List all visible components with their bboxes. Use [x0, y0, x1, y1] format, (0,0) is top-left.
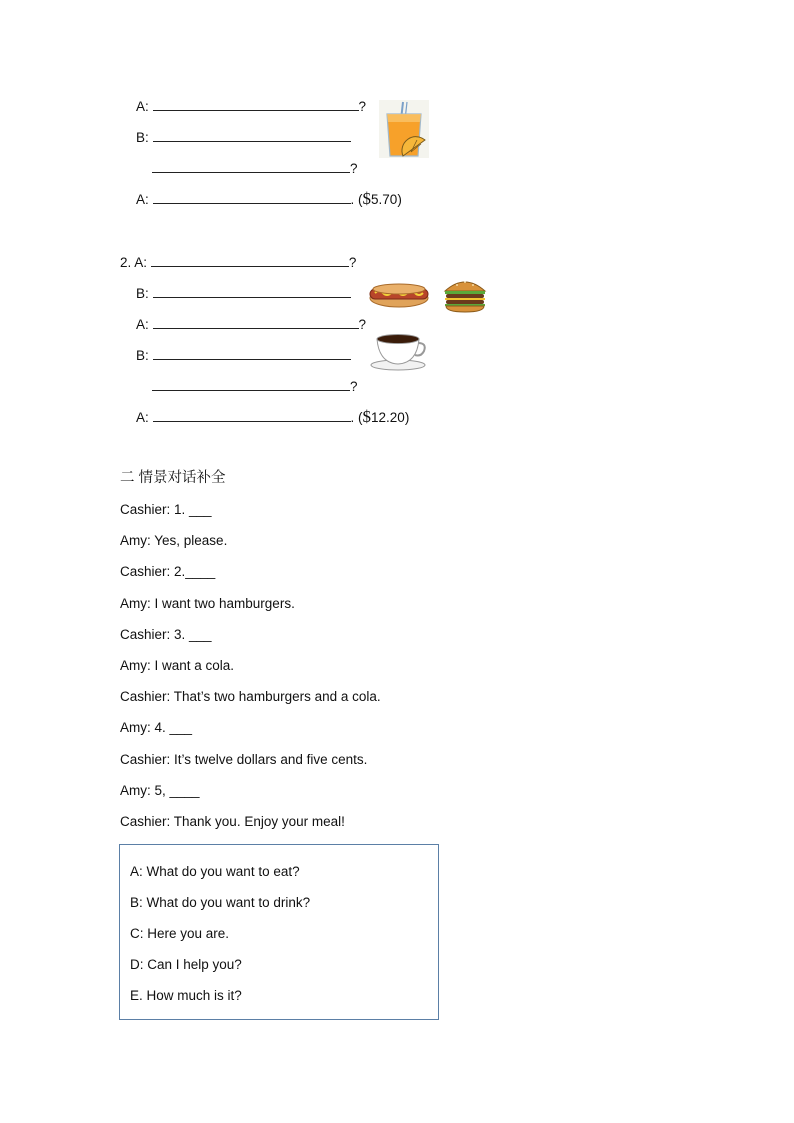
q1-line-a2: A: . ($5.70): [136, 189, 402, 208]
orange-juice-icon: [379, 100, 429, 158]
answer-blank[interactable]: [153, 314, 359, 329]
dialogue-line: Cashier: 1. ___: [120, 502, 212, 517]
answer-blank[interactable]: [153, 127, 351, 142]
dialogue-line: Amy: I want two hamburgers.: [120, 596, 295, 611]
answer-blank[interactable]: [151, 252, 349, 267]
hamburger-icon: [443, 277, 487, 313]
answer-blank[interactable]: [153, 96, 359, 111]
section-heading: 二 情景对话补全: [120, 470, 226, 486]
answer-blank[interactable]: [153, 407, 351, 422]
option-a: A: What do you want to eat?: [130, 864, 300, 879]
answer-blank[interactable]: [152, 376, 350, 391]
answer-blank[interactable]: [153, 345, 351, 360]
q1-line-b2: ?: [152, 158, 358, 178]
q2-line-a1: 2. A: ?: [120, 252, 356, 272]
hot-dog-icon: [367, 281, 431, 309]
q1-line-b1: B:: [136, 127, 351, 147]
option-d: D: Can I help you?: [130, 957, 242, 972]
dollar-sign: $: [362, 407, 372, 426]
dialogue-line: Cashier: That’s two hamburgers and a cola.: [120, 689, 381, 704]
q2-line-b2: B:: [136, 345, 351, 365]
option-b: B: What do you want to drink?: [130, 895, 311, 910]
price-value: 5.70: [371, 192, 398, 207]
dollar-sign: $: [362, 189, 372, 208]
option-e: E. How much is it?: [130, 988, 242, 1003]
dialogue-line: Cashier: 2.____: [120, 564, 216, 579]
answer-blank[interactable]: [152, 158, 350, 173]
answer-blank[interactable]: [153, 283, 351, 298]
dialogue-line: Amy: 5, ____: [120, 783, 200, 798]
dialogue-line: Cashier: Thank you. Enjoy your meal!: [120, 814, 345, 829]
q2-line-b1: B:: [136, 283, 351, 303]
option-c: C: Here you are.: [130, 926, 230, 941]
price-value: 12.20: [371, 410, 405, 425]
coffee-cup-icon: [369, 331, 427, 371]
dialogue-line: Amy: 4. ___: [120, 720, 193, 735]
q2-line-b3: ?: [152, 376, 358, 396]
options-box: [119, 844, 439, 1020]
q2-line-a2: A: ?: [136, 314, 366, 334]
dialogue-line: Cashier: 3. ___: [120, 627, 212, 642]
dialogue-line: Amy: I want a cola.: [120, 658, 235, 673]
q2-line-a3: A: . ($12.20): [136, 407, 410, 426]
dialogue-line: Cashier: It’s twelve dollars and five cents.: [120, 752, 368, 767]
answer-blank[interactable]: [153, 189, 351, 204]
dialogue-line: Amy: Yes, please.: [120, 533, 228, 548]
q1-line-a1: A: ?: [136, 96, 366, 116]
